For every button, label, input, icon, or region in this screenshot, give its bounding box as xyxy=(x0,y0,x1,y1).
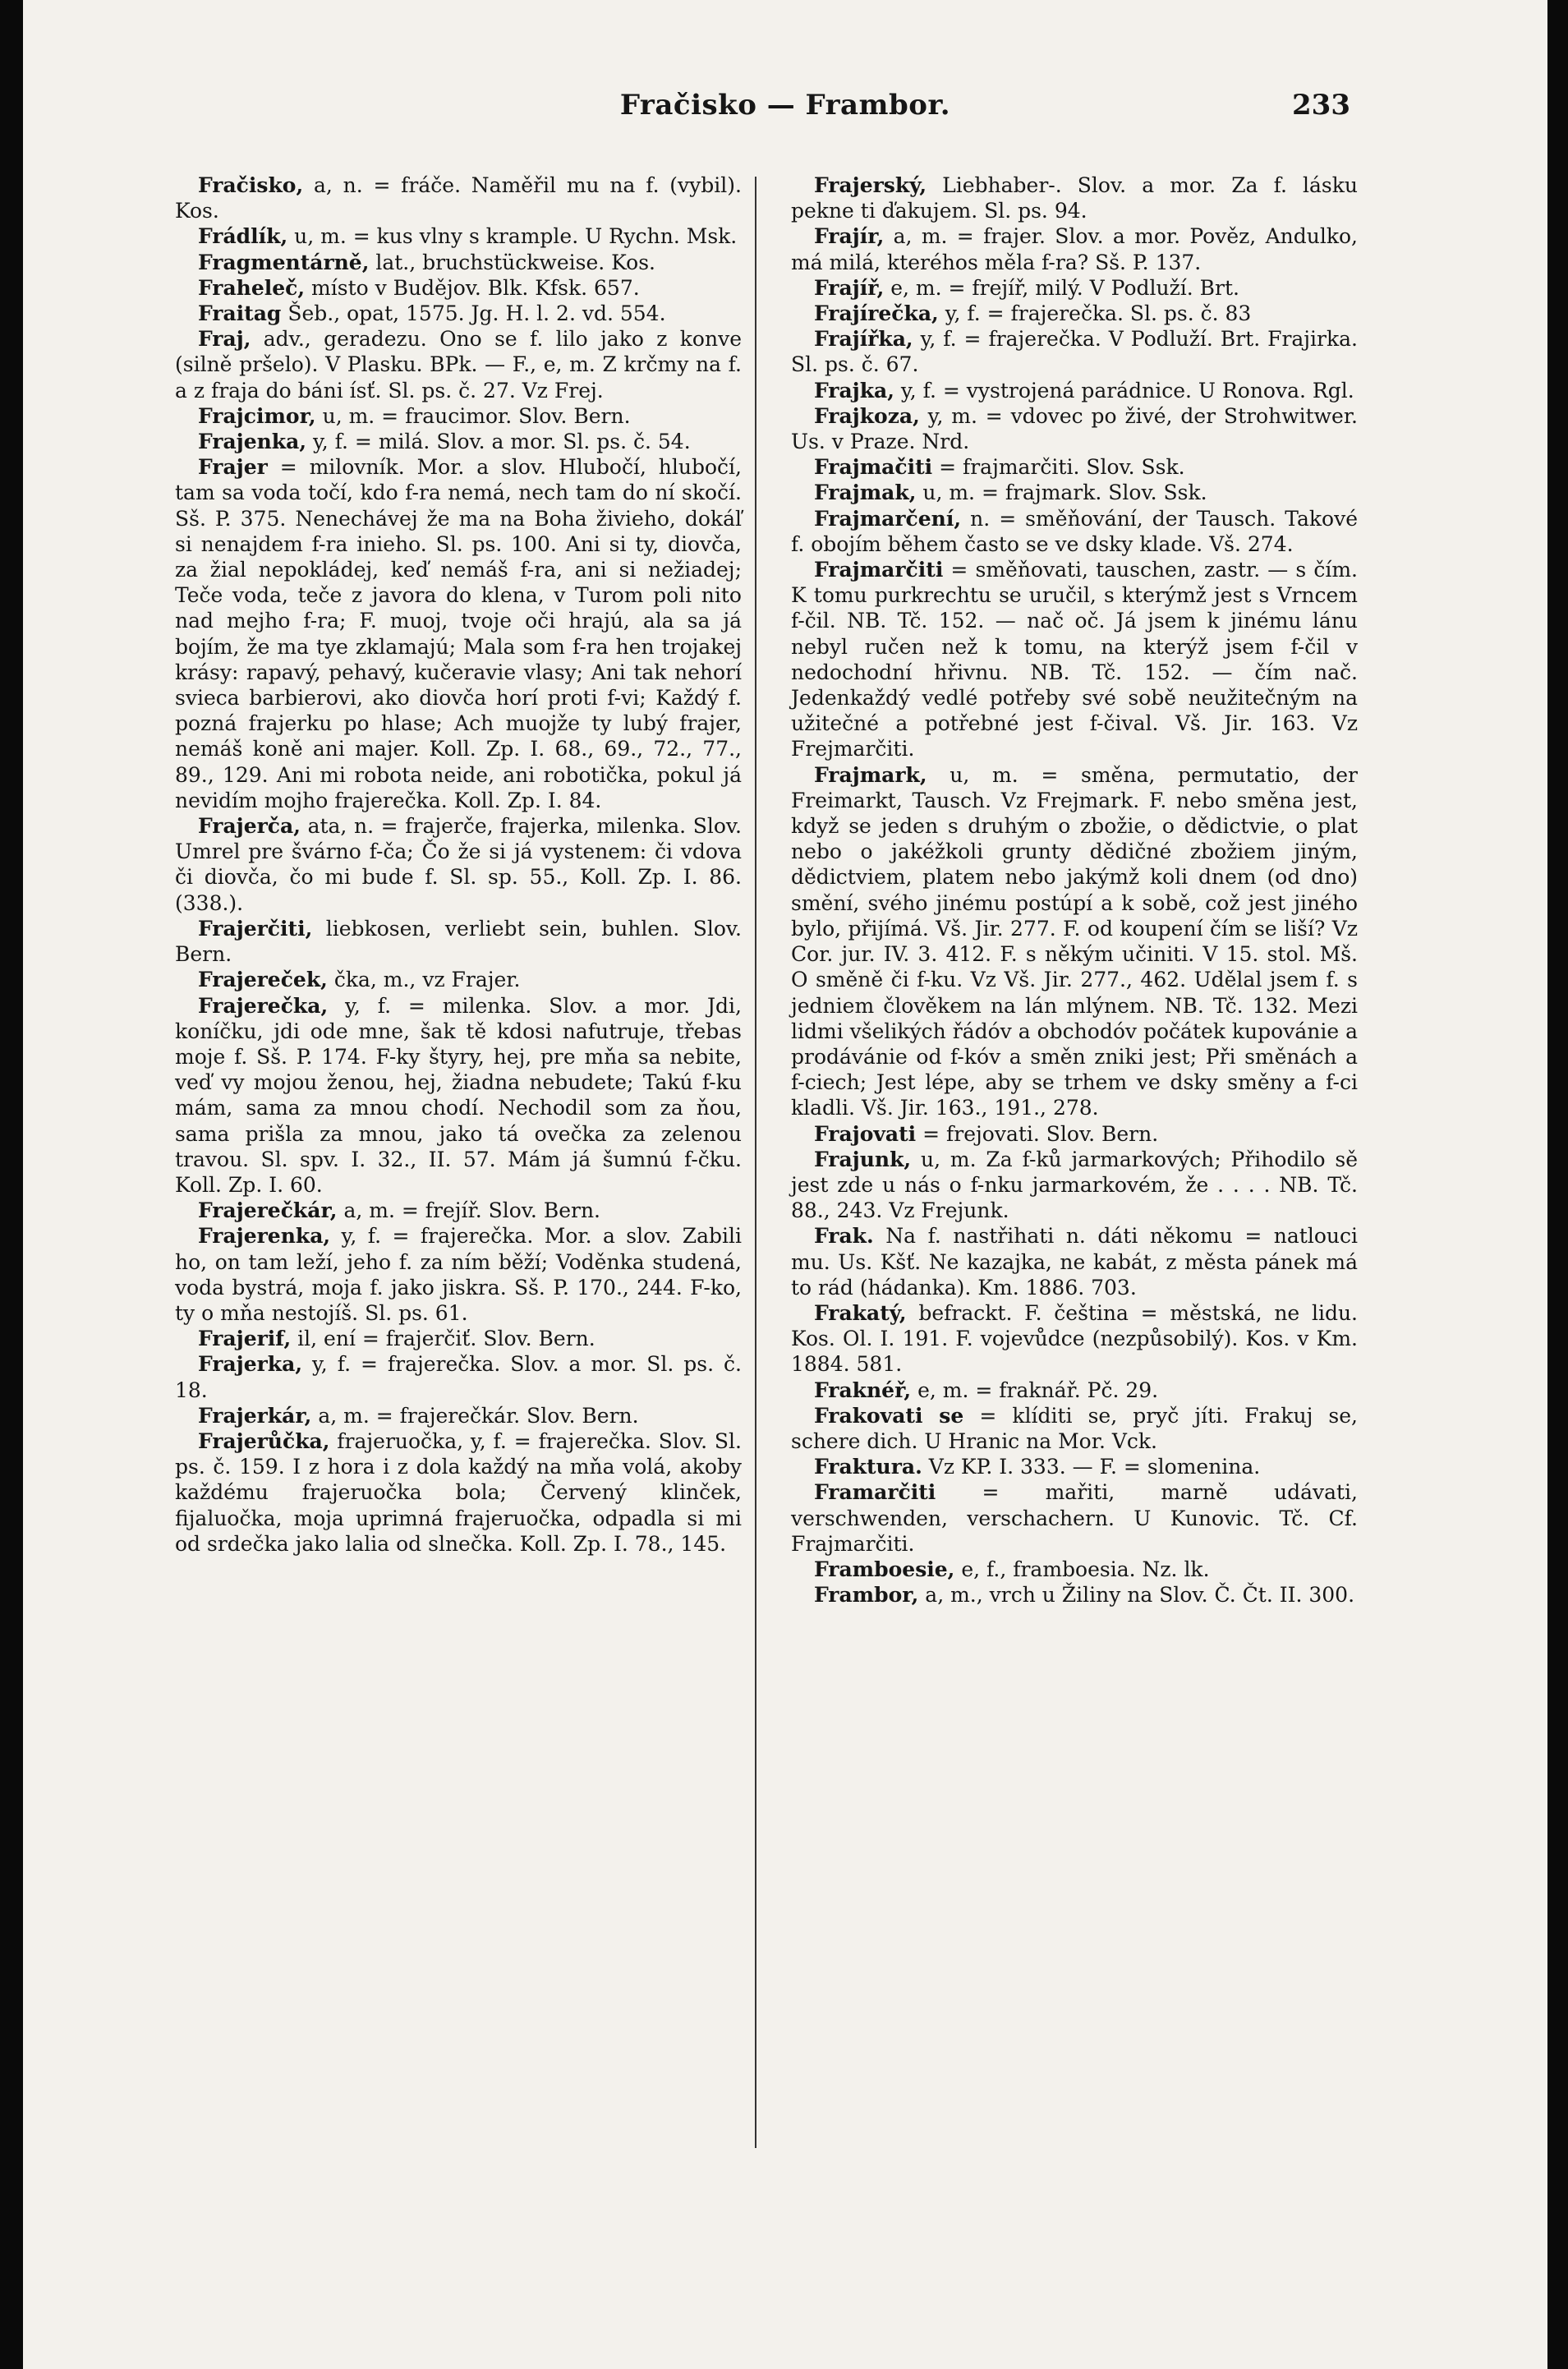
dictionary-entry xyxy=(791,223,1358,274)
entry-definition: y, f. = vystrojená parádnice. U Ronova. Rgl. xyxy=(894,378,1354,402)
entry-definition: befrackt. F. čeština = městská, ne lidu. Kos. Ol. I. 191. F. vojevůdce (nezpůsobilý). Kos. v Km. 1884. 581. xyxy=(791,1300,1358,1377)
dictionary-entry xyxy=(791,1403,1358,1454)
entry-headword: Frajenka, xyxy=(198,430,307,454)
entry-headword: Frajír, xyxy=(814,224,885,249)
entry-headword: Frajka, xyxy=(814,378,894,402)
entry-headword: Frajerenka, xyxy=(198,1224,331,1249)
entry-headword: Fraj, xyxy=(198,327,251,352)
dictionary-entry xyxy=(175,916,742,967)
entry-headword: Frajmačiti xyxy=(814,455,933,480)
dictionary-entry xyxy=(791,454,1358,480)
dictionary-entry xyxy=(175,993,742,1198)
dictionary-entry xyxy=(791,557,1358,762)
entry-headword: Frajerif, xyxy=(198,1327,292,1351)
dictionary-entry xyxy=(791,1454,1358,1479)
entry-definition: u, m. = fraucimor. Slov. Bern. xyxy=(315,403,631,428)
dictionary-entry xyxy=(791,326,1358,377)
dictionary-entry xyxy=(175,326,742,403)
entry-headword: Frajírečka, xyxy=(814,301,939,326)
entry-definition: y, f. = milá. Slov. a mor. Sl. ps. č. 54. xyxy=(306,430,691,454)
entry-headword: Frambor, xyxy=(814,1583,919,1608)
entry-definition: Šeb., opat, 1575. Jg. H. l. 2. vd. 554. xyxy=(281,301,666,326)
entry-headword: Frajerka, xyxy=(198,1352,303,1377)
entry-definition: e, m. = fraknář. Pč. 29. xyxy=(911,1378,1159,1402)
entry-definition: u, m. = kus vlny s krample. U Rychn. Msk. xyxy=(287,224,738,249)
entry-definition: y, m. = vdovec po živé, der Strohwitwer. Us. v Praze. Nrd. xyxy=(791,403,1358,454)
entry-headword: Fraitag xyxy=(198,301,282,326)
entry-definition: ata, n. = frajerče, frajerka, milenka. Slov. Umrel pre švárno f-ča; Čo že si já vystenem: či vdova či diovča, čo mi bude f. Sl. sp. 55., Koll. Zp. I. 86. (338.). xyxy=(175,814,742,915)
dictionary-entry xyxy=(791,1378,1358,1403)
entry-headword: Frajerečkár, xyxy=(198,1198,338,1223)
entry-headword: Fraknéř, xyxy=(814,1378,912,1402)
entry-headword: Frak. xyxy=(814,1224,874,1249)
dictionary-entry xyxy=(175,301,742,326)
dictionary-entry xyxy=(175,429,742,454)
entry-definition: a, n. = fráče. Naměřil mu na f. (vybil). Kos. xyxy=(175,173,742,223)
entry-definition: = směňovati, tauschen, zastr. — s čím. K tomu purkrechtu se uručil, s kterýmž jest s Vrncem f-čil. NB. Tč. 152. — nač oč. Já jsem k jinému lánu nebyl ručen než k tomu, na kterýž jsem f-čil v nedochodní hřivnu. NB. Tč. 152. — čím nač. Jedenkaždý vedlé potřeby své sobě neužitečným na užitečné a potřebné jest f-čival. Vš. Jir. 163. Vz Frejmarčiti. xyxy=(791,558,1358,761)
dictionary-entry xyxy=(175,1198,742,1223)
entry-definition: lat., bruchstückweise. Kos. xyxy=(369,250,655,274)
dictionary-entry xyxy=(791,403,1358,454)
entry-headword: Frajmarčiti xyxy=(814,558,944,582)
entry-definition: n. = směňování, der Tausch. Takové f. obojím během často se ve dsky klade. Vš. 274. xyxy=(791,506,1358,556)
entry-definition: y, f. = frajerečka. Mor. a slov. Zabili ho, on tam leží, jeho f. za ním běží; Voděnka studená, voda bystrá, moja f. jako jiskra. Sš. P. 170., 244. F-ko, ty o mňa nestojíš. Sl. ps. 61. xyxy=(175,1224,742,1325)
entry-definition: a, m. = frejíř. Slov. Bern. xyxy=(337,1198,600,1223)
dictionary-entry xyxy=(791,1147,1358,1224)
dictionary-entry xyxy=(791,275,1358,301)
entry-headword: Frajerča, xyxy=(198,814,301,839)
entry-definition: y, f. = frajerečka. Sl. ps. č. 83 xyxy=(938,301,1252,326)
entry-headword: Fragmentárně, xyxy=(198,250,370,274)
entry-headword: Frajerůčka, xyxy=(198,1428,330,1453)
dictionary-entry xyxy=(791,1121,1358,1147)
dictionary-entry xyxy=(175,1351,742,1402)
entry-definition: u, m. Za f-ků jarmarkových; Přihodilo sě jest zde u nás o f-nku jarmarkovém, že . . . . NB. Tč. 88., 243. Vz Frejunk. xyxy=(791,1147,1358,1223)
entry-headword: Frajmak, xyxy=(814,481,917,505)
entry-definition: místo v Budějov. Blk. Kfsk. 657. xyxy=(305,275,640,300)
entry-headword: Frajer xyxy=(198,455,268,480)
left-column xyxy=(175,172,742,1557)
dictionary-entry xyxy=(175,1223,742,1326)
entry-definition: liebkosen, verliebt sein, buhlen. Slov. Bern. xyxy=(175,916,742,967)
entry-headword: Frajerkár, xyxy=(198,1403,312,1428)
entry-headword: Frajířka, xyxy=(814,327,913,352)
dictionary-entry xyxy=(175,967,742,992)
entry-headword: Frajovati xyxy=(814,1121,917,1146)
running-head xyxy=(23,89,1547,138)
entry-definition: a, m. = frajerečkár. Slov. Bern. xyxy=(311,1403,639,1428)
dictionary-entry xyxy=(791,301,1358,326)
entry-headword: Frakatý, xyxy=(814,1300,907,1325)
entry-headword: Framboesie, xyxy=(814,1557,955,1581)
entry-headword: Frajereček, xyxy=(198,968,328,992)
entry-definition: = milovník. Mor. a slov. Hlubočí, hlubočí, tam sa voda točí, kdo f-ra nemá, nech tam do ní skočí. Sš. P. 375. Nenechávej že ma na Boha živieho, dokáľ si nenajdem f-ra inieho. Sl. ps. 100. Ani si ty, diovča, za žial nepokládej, keď nemáš f-ra, ani si nežiadej; Teče voda, teče z javora do klena, v Turom poli nito nad mejho f-ra; F. muoj, tvoje oči hrajú, ala sa já bojím, že ma tye zklamajú; Mala som f-ra hen trojakej krásy: rapavý, pehavý, kučeravie vlasy; Ani tak nehorí svieca barbierovi, ako diovča horí proti f-vi; Každý f. pozná frajerku po hlase; Ach muojže ty lubý frajer, nemáš koně ani majer. Koll. Zp. I. 68., 69., 72., 77., 89., 129. Ani mi robota neide, ani robotička, pokul já nevidím mojho frajerečka. Koll. Zp. I. 84. xyxy=(175,455,742,812)
dictionary-page xyxy=(23,0,1547,2369)
entry-definition: a, m. = frajer. Slov. a mor. Pověz, Andulko, má milá, kteréhos měla f-ra? Sš. P. 137. xyxy=(791,224,1358,274)
dictionary-entry xyxy=(175,403,742,429)
entry-definition: = frajmarčiti. Slov. Ssk. xyxy=(932,455,1185,480)
dictionary-entry xyxy=(175,813,742,916)
column-divider xyxy=(755,177,756,2148)
dictionary-entry xyxy=(791,1582,1358,1608)
dictionary-entry xyxy=(175,454,742,813)
dictionary-entry xyxy=(791,1557,1358,1582)
entry-definition: = klíditi se, pryč jíti. Frakuj se, schere dich. U Hranic na Mor. Vck. xyxy=(791,1403,1358,1453)
dictionary-entry xyxy=(791,172,1358,223)
entry-definition: e, f., framboesia. Nz. lk. xyxy=(954,1557,1210,1581)
dictionary-entry xyxy=(791,506,1358,557)
entry-definition: Vz KP. I. 333. — F. = slomenina. xyxy=(922,1455,1261,1479)
right-column xyxy=(791,172,1358,1608)
dictionary-entry xyxy=(175,250,742,275)
dictionary-entry xyxy=(791,1223,1358,1300)
entry-definition: Na f. nastřihati n. dáti někomu = natlouci mu. Us. Kšť. Ne kazajka, ne kabát, z města pánek má to rád (hádanka). Km. 1886. 703. xyxy=(791,1224,1358,1300)
entry-definition: y, f. = milenka. Slov. a mor. Jdi, koníčku, jdi ode mne, šak tě kdosi nafutruje, třebas moje f. Sš. P. 174. F-ky štyry, hej, pre mňa sa nebite, veď vy mojou ženou, hej, žiadna nebudete; Takú f-ku mám, sama za mnou chodí. Nechodil som za ňou, sama prišla za mnou, jako tá ovečka za zelenou travou. Sl. spv. I. 32., II. 57. Mám já šumnú f-čku. Koll. Zp. I. 60. xyxy=(175,993,742,1197)
dictionary-entry xyxy=(175,172,742,223)
dictionary-entry xyxy=(791,762,1358,1121)
dictionary-entry xyxy=(175,1326,742,1351)
entry-headword: Frajmarčení, xyxy=(814,506,962,531)
entry-headword: Frajkoza, xyxy=(814,403,920,428)
entry-definition: il, ení = frajerčiť. Slov. Bern. xyxy=(291,1327,595,1351)
entry-definition: y, f. = frajerečka. Slov. a mor. Sl. ps. č. 18. xyxy=(175,1352,742,1402)
entry-headword: Frajmark, xyxy=(814,762,927,787)
entry-definition: y, f. = frajerečka. V Podluží. Brt. Frajirka. Sl. ps. č. 67. xyxy=(791,327,1358,377)
entry-definition: čka, m., vz Frajer. xyxy=(327,968,521,992)
dictionary-entry xyxy=(175,1403,742,1428)
entry-headword: Fraktura. xyxy=(814,1455,922,1479)
page-number: 233 xyxy=(1292,89,1350,122)
entry-definition: = frejovati. Slov. Bern. xyxy=(916,1121,1159,1146)
dictionary-entry xyxy=(175,275,742,301)
dictionary-entry xyxy=(791,1479,1358,1557)
page-title: Fračisko — Frambor. xyxy=(619,89,951,122)
entry-definition: u, m. = frajmark. Slov. Ssk. xyxy=(916,481,1207,505)
entry-headword: Frajíř, xyxy=(814,275,885,300)
entry-headword: Frajerčiti, xyxy=(198,916,313,941)
entry-definition: a, m., vrch u Žiliny na Slov. Č. Čt. II. 300. xyxy=(918,1583,1355,1608)
dictionary-entry xyxy=(791,1300,1358,1378)
dictionary-entry xyxy=(175,1428,742,1557)
entry-definition: e, m. = frejíř, milý. V Podluží. Brt. xyxy=(884,275,1239,300)
entry-headword: Fračisko, xyxy=(198,173,304,197)
dictionary-entry xyxy=(791,480,1358,505)
dictionary-entry xyxy=(175,223,742,249)
entry-headword: Framarčiti xyxy=(814,1480,936,1505)
entry-headword: Frajerský, xyxy=(814,173,927,197)
entry-headword: Frádlík, xyxy=(198,224,288,249)
entry-headword: Frajerečka, xyxy=(198,993,329,1018)
entry-headword: Frajcimor, xyxy=(198,403,316,428)
entry-definition: u, m. = směna, permutatio, der Freimarkt, Tausch. Vz Frejmark. F. nebo směna jest, když se jeden s druhým o zbožie, o dědictvie, o plat nebo o jakéžkoli grunty dědičné zbožiem jiným, dědictviem, platem nebo jakýmž koli dnem (od dno) smění, svého jinému postúpí a k sobě, což jest jiného bylo, přijímá. Vš. Jir. 277. F. od koupení čím se liší? Vz Cor. jur. IV. 3. 412. F. s někým učiniti. V 15. stol. Mš. O směně či f-ku. Vz Vš. Jir. 277., 462. Udělal jsem f. s jedniem člověkem na lán mlýnem. NB. Tč. 132. Mezi lidmi všelikých řádóv a obchodóv počátek kupovánie a prodávánie od f-kóv a směn zniki jest; Při směnách a f-ciech; Jest lépe, aby se trhem ve dsky směny a f-ci kladli. Vš. Jir. 163., 191., 278. xyxy=(791,762,1358,1120)
entry-definition: Liebhaber-. Slov. a mor. Za f. lásku pekne ti ďakujem. Sl. ps. 94. xyxy=(791,173,1358,223)
entry-headword: Frajunk, xyxy=(814,1147,912,1171)
entry-definition: adv., geradezu. Ono se f. lilo jako z konve (silně pršelo). V Plasku. BPk. — F., e, m. Z krčmy na f. a z fraja do báni ísť. Sl. ps. č. 27. Vz Frej. xyxy=(175,327,742,402)
dictionary-entry xyxy=(791,378,1358,403)
entry-headword: Frakovati se xyxy=(814,1403,964,1428)
entry-headword: Fraheleč, xyxy=(198,275,306,300)
entry-definition: = mařiti, marně udávati, verschwenden, verschachern. U Kunovic. Tč. Cf. Frajmarčiti. xyxy=(791,1480,1358,1556)
entry-definition: frajeruočka, y, f. = frajerečka. Slov. Sl. ps. č. 159. I z hora i z dola každý na mňa volá, akoby každému frajeruočka bola; Červený klinček, fijaluočka, moja uprimná frajeruočka, odpadla si mi od srdečka jako lalia od slnečka. Koll. Zp. I. 78., 145. xyxy=(175,1428,742,1556)
